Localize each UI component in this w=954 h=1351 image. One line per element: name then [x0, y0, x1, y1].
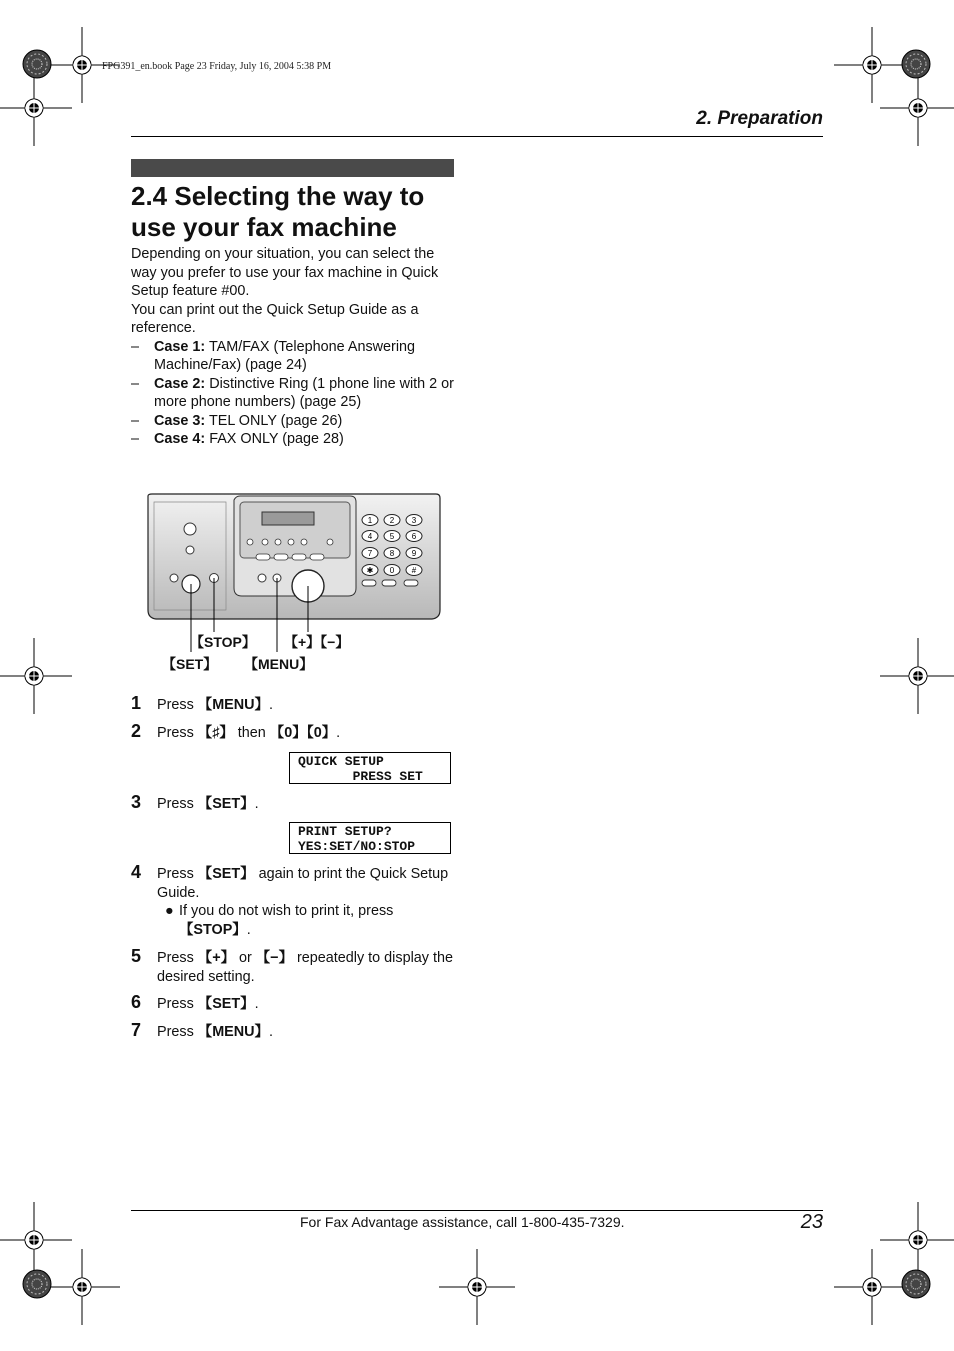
dash: –	[131, 375, 140, 392]
keypad-key: 1	[367, 516, 373, 525]
page-heading	[131, 181, 461, 243]
intro-text	[131, 245, 461, 449]
case-item-4	[131, 430, 461, 449]
keypad-key: 0	[389, 566, 395, 575]
keypad-key: 3	[411, 516, 417, 525]
key-stop: 【STOP】	[179, 921, 247, 938]
bottom-rule	[131, 1210, 823, 1211]
key-zero-zero: 【0】【0】	[269, 725, 337, 741]
step-text: .	[268, 697, 273, 713]
heading-line-2: use your fax machine	[131, 212, 397, 242]
step-text: Press	[157, 866, 198, 882]
note-text: .	[246, 921, 251, 938]
step-text: .	[336, 725, 341, 741]
step-text: Press	[157, 996, 198, 1012]
key-minus: 【−】	[255, 950, 293, 966]
keypad-key: 9	[411, 549, 417, 558]
case-item-2	[131, 375, 461, 412]
keypad-key: #	[411, 566, 417, 575]
step-text: Press	[157, 697, 198, 713]
dash: –	[131, 431, 140, 447]
lcd-line-1: QUICK SETUP	[298, 754, 384, 769]
step-number: 5	[131, 946, 142, 966]
step-text: Press	[157, 725, 198, 741]
step-number: 4	[131, 862, 142, 882]
step-text: Press	[157, 950, 198, 966]
lcd-display-print-setup	[289, 822, 451, 854]
note-text: If you do not wish to print it, press	[179, 903, 394, 919]
keypad-key: 2	[389, 516, 395, 525]
case-label: Case 2:	[154, 375, 206, 392]
case-label: Case 4:	[154, 431, 206, 447]
intro-paragraph-1: Depending on your situation, you can select the way you prefer to use your fax machine in Quick Setup feature #00.	[131, 246, 439, 299]
step-text: .	[254, 796, 259, 812]
case-text: Distinctive Ring (1 phone line with 2 or more phone numbers) (page 25)	[154, 375, 454, 410]
page-number: 23	[800, 1211, 823, 1233]
key-set: 【SET】	[197, 996, 255, 1012]
label-plus-minus: 【+】【−】	[284, 634, 350, 650]
step-text: .	[268, 1024, 273, 1040]
footer-assistance-text: For Fax Advantage assistance, call 1-800-435-7329.	[300, 1214, 625, 1230]
step-text: Press	[157, 796, 198, 812]
step-text: .	[254, 996, 259, 1012]
step-number: 3	[131, 792, 142, 812]
case-label: Case 3:	[154, 412, 206, 429]
lcd-line-1: PRINT SETUP?	[298, 824, 392, 839]
title-bar	[131, 159, 454, 177]
bullet-icon: ●	[165, 903, 174, 919]
case-text: TEL ONLY (page 26)	[205, 412, 343, 429]
key-menu: 【MENU】	[197, 1024, 269, 1040]
dash: –	[131, 338, 140, 355]
section-title: 2. Preparation	[696, 108, 823, 129]
keypad-key: 6	[411, 532, 417, 541]
keypad-key: ✱	[366, 566, 374, 575]
lcd-display-quick-setup	[289, 752, 451, 784]
top-rule	[131, 136, 823, 137]
key-menu: 【MENU】	[197, 697, 269, 713]
step-text: again to print the Quick Setup Guide.	[157, 866, 449, 901]
step-number: 2	[131, 721, 142, 741]
step-text: then	[233, 725, 270, 741]
key-set: 【SET】	[197, 866, 255, 882]
keypad-key: 8	[389, 549, 395, 558]
fax-machine-figure	[144, 492, 444, 682]
dash: –	[131, 412, 140, 429]
keypad-key: 7	[367, 549, 373, 558]
key-hash: 【♯】	[197, 725, 234, 741]
key-set: 【SET】	[197, 796, 255, 812]
step-number: 1	[131, 693, 142, 713]
case-item-3	[131, 412, 461, 431]
step-text: repeatedly to display the desired setting.	[157, 950, 453, 985]
lcd-line-2: YES:SET/NO:STOP	[298, 839, 416, 854]
step-text: or	[234, 950, 256, 966]
case-item-1	[131, 338, 461, 375]
step-number: 6	[131, 992, 142, 1012]
keypad-key: 4	[367, 532, 373, 541]
label-set: 【SET】	[162, 656, 218, 672]
label-menu: 【MENU】	[244, 656, 314, 672]
print-info: FPG391_en.book Page 23 Friday, July 16, 2004 5:38 PM	[102, 61, 332, 72]
step-text: Press	[157, 1024, 198, 1040]
step-4-note	[157, 902, 457, 939]
keypad-key: 5	[389, 532, 395, 541]
case-label: Case 1:	[154, 338, 206, 355]
intro-paragraph-2: You can print out the Quick Setup Guide as a reference.	[131, 301, 419, 336]
label-stop: 【STOP】	[190, 634, 256, 650]
case-text: FAX ONLY (page 28)	[205, 431, 344, 447]
lcd-line-2: PRESS SET	[298, 769, 423, 784]
case-text: TAM/FAX (Telephone Answering Machine/Fax) (page 24)	[154, 338, 416, 373]
heading-line-1: 2.4 Selecting the way to	[131, 181, 425, 211]
step-number: 7	[131, 1020, 142, 1040]
key-plus: 【+】	[197, 950, 235, 966]
